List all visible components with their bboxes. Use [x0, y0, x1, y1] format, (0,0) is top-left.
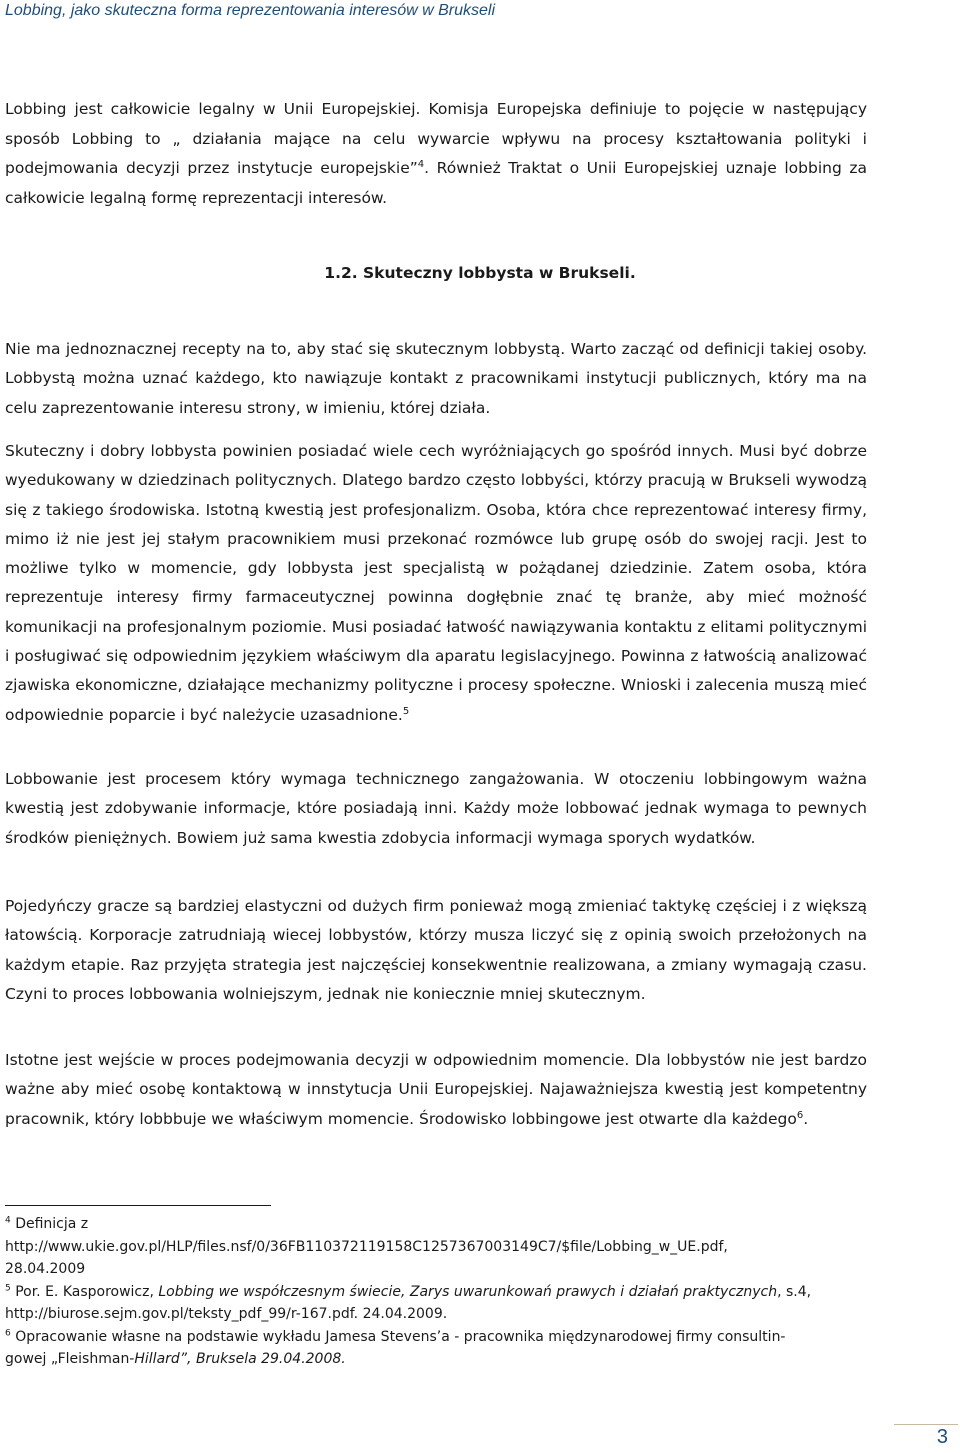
footnote-5-url[interactable]: http://biurose.sejm.gov.pl/teksty_pdf_99/r-167.pdf. 24.04.2009. — [5, 1306, 448, 1322]
footnote-separator — [5, 1205, 271, 1206]
paragraph-individual-players — [5, 892, 867, 1009]
running-header: Lobbing, jako skuteczna forma reprezentowania interesów w Brukseli — [5, 2, 496, 19]
footnote-number: 4 — [5, 1215, 11, 1226]
page-number: 3 — [936, 1426, 948, 1448]
footnote-number: 6 — [5, 1327, 11, 1338]
footnote-text: Opracowanie własne na podstawie wykładu Jamesa Stevens’a - pracownika międzynarodowej firmy consultin- — [15, 1328, 786, 1345]
footnote-text: , s.4, — [777, 1283, 812, 1300]
paragraph-lobbing-legal — [5, 95, 867, 213]
paragraph-text: Nie ma jednoznacznej recepty na to, aby stać się skutecznym lobbystą. Warto zacząć od definicji takiej osoby. Lobbystą można uznać każdego, kto nawiązuje kontakt z pracownikami instytucji publicznych, który ma na celu zaprezentowanie interesu strony, w imieniu, której działa. — [5, 340, 867, 417]
footnote-text: Por. E. Kasporowicz, — [15, 1283, 159, 1300]
footnote-6 — [5, 1326, 905, 1349]
paragraph-definition — [5, 335, 867, 423]
paragraph-text: Lobbowanie jest procesem który wymaga technicznego zangażowania. W otoczeniu lobbingowym ważna kwestią jest zdobywanie informacje, które posiadają inni. Każdy może lobbować jednak wymaga to pewnych środków pieniężnych. Bowiem już sama kwestia zdobycia informacji wymaga sporych wydatków. — [5, 770, 867, 847]
footnote-5 — [5, 1281, 905, 1304]
paragraph-lobbying-process — [5, 765, 867, 853]
section-heading: 1.2. Skuteczny lobbysta w Brukseli. — [324, 264, 636, 282]
footnotes — [5, 1213, 905, 1371]
footnote-4-date: 28.04.2009 — [5, 1261, 86, 1277]
paragraph-text: Skuteczny i dobry lobbysta powinien posiadać wiele cech wyróżniających go spośród innych. Musi być dobrze wyedukowany w dziedzinach politycznych. Dlatego bardzo często lobbyści, którzy pracują w Brukseli wywodzą się z takiego środowiska. Istotną kwestią jest profesjonalizm. Osoba, która chce reprezentować interesy firmy, mimo iż nie jest jej stałym pracownikiem musi przekonać rozmówce lub grupę osób do swojej racji. Jest to możliwe tylko w momencie, gdy lobbysta jest specjalistą w pożądanej dziedzinie. Zatem osoba, która reprezentuje interesy firmy farmaceutycznej powinna dogłębnie znać tę branże, aby mieć możność komunikacji na profesjonalnym poziomie. Musi posiadać łatwość nawiązywania kontaktu z elitami politycznymi i posługiwać się odpowiednim językiem właściwym dla aparatu legislacyjnego. Powinna z łatwością analizować zjawiska ekonomiczne, działające mechanizmy polityczne i procesy społeczne. Wnioski i zalecenia muszą mieć odpowiednie poparcie i być należycie uzasadnione. — [5, 442, 867, 724]
paragraph-good-lobbyist — [5, 437, 867, 730]
footnote-ref-6[interactable]: 6 — [796, 1109, 804, 1121]
footnote-4 — [5, 1213, 905, 1236]
footnote-number: 5 — [5, 1282, 11, 1293]
paragraph-text: . Również Traktat o Unii Europejskiej uznaje lobbing za całkowicie legalną formę reprezentacji interesów. — [5, 159, 868, 207]
page-number-rule — [894, 1424, 958, 1425]
footnote-ref-4[interactable]: 4 — [417, 158, 425, 170]
paragraph-text: . — [803, 1109, 809, 1128]
footnote-text: Definicja z — [15, 1216, 89, 1232]
footnote-6-cont — [5, 1348, 905, 1371]
footnote-book-title: Lobbing we współczesnym świecie, Zarys uwarunkowań prawych i działań praktycznych — [158, 1283, 778, 1300]
footnote-text: gowej „Fleishman- — [5, 1351, 135, 1367]
paragraph-timing — [5, 1046, 867, 1134]
footnote-text-italic: Hillard”, Bruksela 29.04.2008. — [134, 1351, 346, 1367]
footnote-ref-5[interactable]: 5 — [402, 705, 410, 717]
paragraph-text: Pojedyńczy gracze są bardziej elastyczni od dużych firm ponieważ mogą zmieniać taktykę częściej i z większą łatowścią. Korporacje zatrudniają wiecej lobbystów, którzy musza liczyć się z opinią swoich przełożonych na każdym etapie. Raz przyjęta strategia jest najczęściej konsekwentnie realizowana, a zmiany wymagają czasu. Czyni to proces lobbowania wolniejszym, jednak nie koniecznie mniej skutecznym. — [5, 897, 867, 1003]
paragraph-text: Istotne jest wejście w proces podejmowania decyzji w odpowiednim momencie. Dla lobbystów nie jest bardzo ważne aby mieć osobę kontaktową w innstytucja Unii Europejskiej. Najaważniejsza kwestią jest kompetentny pracownik, który lobbbuje we właściwym momencie. Środowisko lobbingowe jest otwarte dla każdego — [5, 1051, 867, 1128]
paragraph-text: Lobbing jest całkowicie legalny w Unii Europejskiej. Komisja Europejska definiuje to pojęcie w następujący sposób Lobbing to „ działania mające na celu wywarcie wpływu na procesy kształtowania polityki i podejmowania decyzji przez instytucje europejskie” — [5, 100, 867, 177]
footnote-4-url[interactable]: http://www.ukie.gov.pl/HLP/files.nsf/0/36FB110372119158C1257367003149C7/$file/Lobbing_w_UE.pdf, — [5, 1238, 728, 1255]
